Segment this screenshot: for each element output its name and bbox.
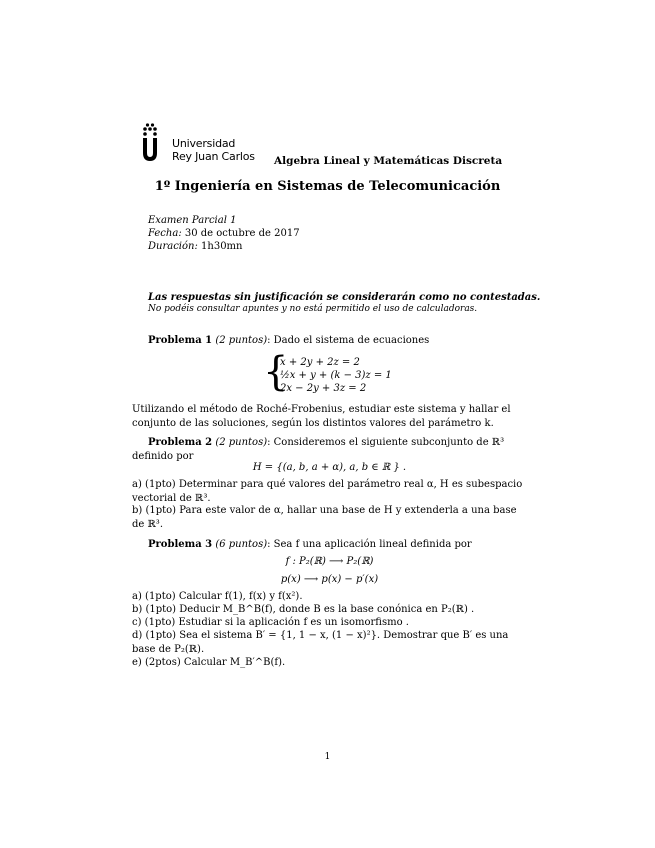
- university-name-line1: Universidad: [172, 137, 236, 150]
- problem1-body: Utilizando el método de Roché-Frobenius, estudiar este sistema y hallar el conjunto de las soluciones, según los distintos valores del parámetro k.: [132, 404, 511, 429]
- warning-no-notes: No podéis consultar apuntes y no está permitido el uso de calculadoras.: [148, 304, 478, 314]
- equation-3: 2x − 2y + 3z = 2: [280, 383, 367, 394]
- problem2-heading: Problema 2 (2 puntos): Consideremos el siguiente subconjunto de ℝ³ definido por: [132, 437, 505, 462]
- problem2-part-b: b) (1pto) Para este valor de α, hallar una base de H y extenderla a una base de ℝ³.: [132, 505, 517, 530]
- exam-date: Fecha: 30 de octubre de 2017: [148, 228, 300, 239]
- university-name-line2: Rey Juan Carlos: [172, 150, 255, 163]
- course-title: Algebra Lineal y Matemáticas Discreta: [274, 155, 503, 167]
- warning-justification: Las respuestas sin justificación se considerarán como no contestadas.: [148, 292, 541, 303]
- page-number: 1: [324, 752, 331, 762]
- problem3-heading: Problema 3 (6 puntos): Sea f una aplicación lineal definida por: [148, 539, 472, 550]
- equation-2: ½x + y + (k − 3)z = 1: [280, 370, 392, 381]
- map-definition-2: p(x) ⟶ p(x) − p′(x): [280, 574, 379, 585]
- equation-brace: {: [263, 349, 289, 395]
- map-definition-1: f : P₂(ℝ) ⟶ P₂(ℝ): [285, 556, 374, 567]
- exam-name: Examen Parcial 1: [148, 215, 237, 226]
- problem3-part-a: a) (1pto) Calcular f(1), f(x) y f(x²).: [132, 591, 303, 602]
- problem3-part-c: c) (1pto) Estudiar si la aplicación f es un isomorfismo .: [132, 617, 409, 628]
- problem3-part-e: e) (2ptos) Calcular M_B′^B(f).: [132, 657, 286, 668]
- exam-duration: Duración: 1h30mn: [148, 241, 243, 252]
- problem3-part-d: d) (1pto) Sea el sistema B′ = {1, 1 − x, (1 − x)²}. Demostrar que B′ es una base de P₂(ℝ).: [132, 630, 509, 655]
- equation-1: x + 2y + 2z = 2: [280, 357, 360, 368]
- problem3-part-b: b) (1pto) Deducir M_B^B(f), donde B es la base conónica en P₂(ℝ) .: [132, 604, 475, 615]
- degree-title: 1º Ingeniería en Sistemas de Telecomunicación: [154, 179, 501, 194]
- subset-definition: H = {(a, b, a + α), a, b ∈ ℝ } .: [252, 462, 407, 473]
- problem1-heading: Problema 1 (2 puntos): Dado el sistema de ecuaciones: [148, 335, 430, 346]
- problem2-part-a: a) (1pto) Determinar para qué valores del parámetro real α, H es subespacio vectorial de ℝ³.: [132, 479, 523, 504]
